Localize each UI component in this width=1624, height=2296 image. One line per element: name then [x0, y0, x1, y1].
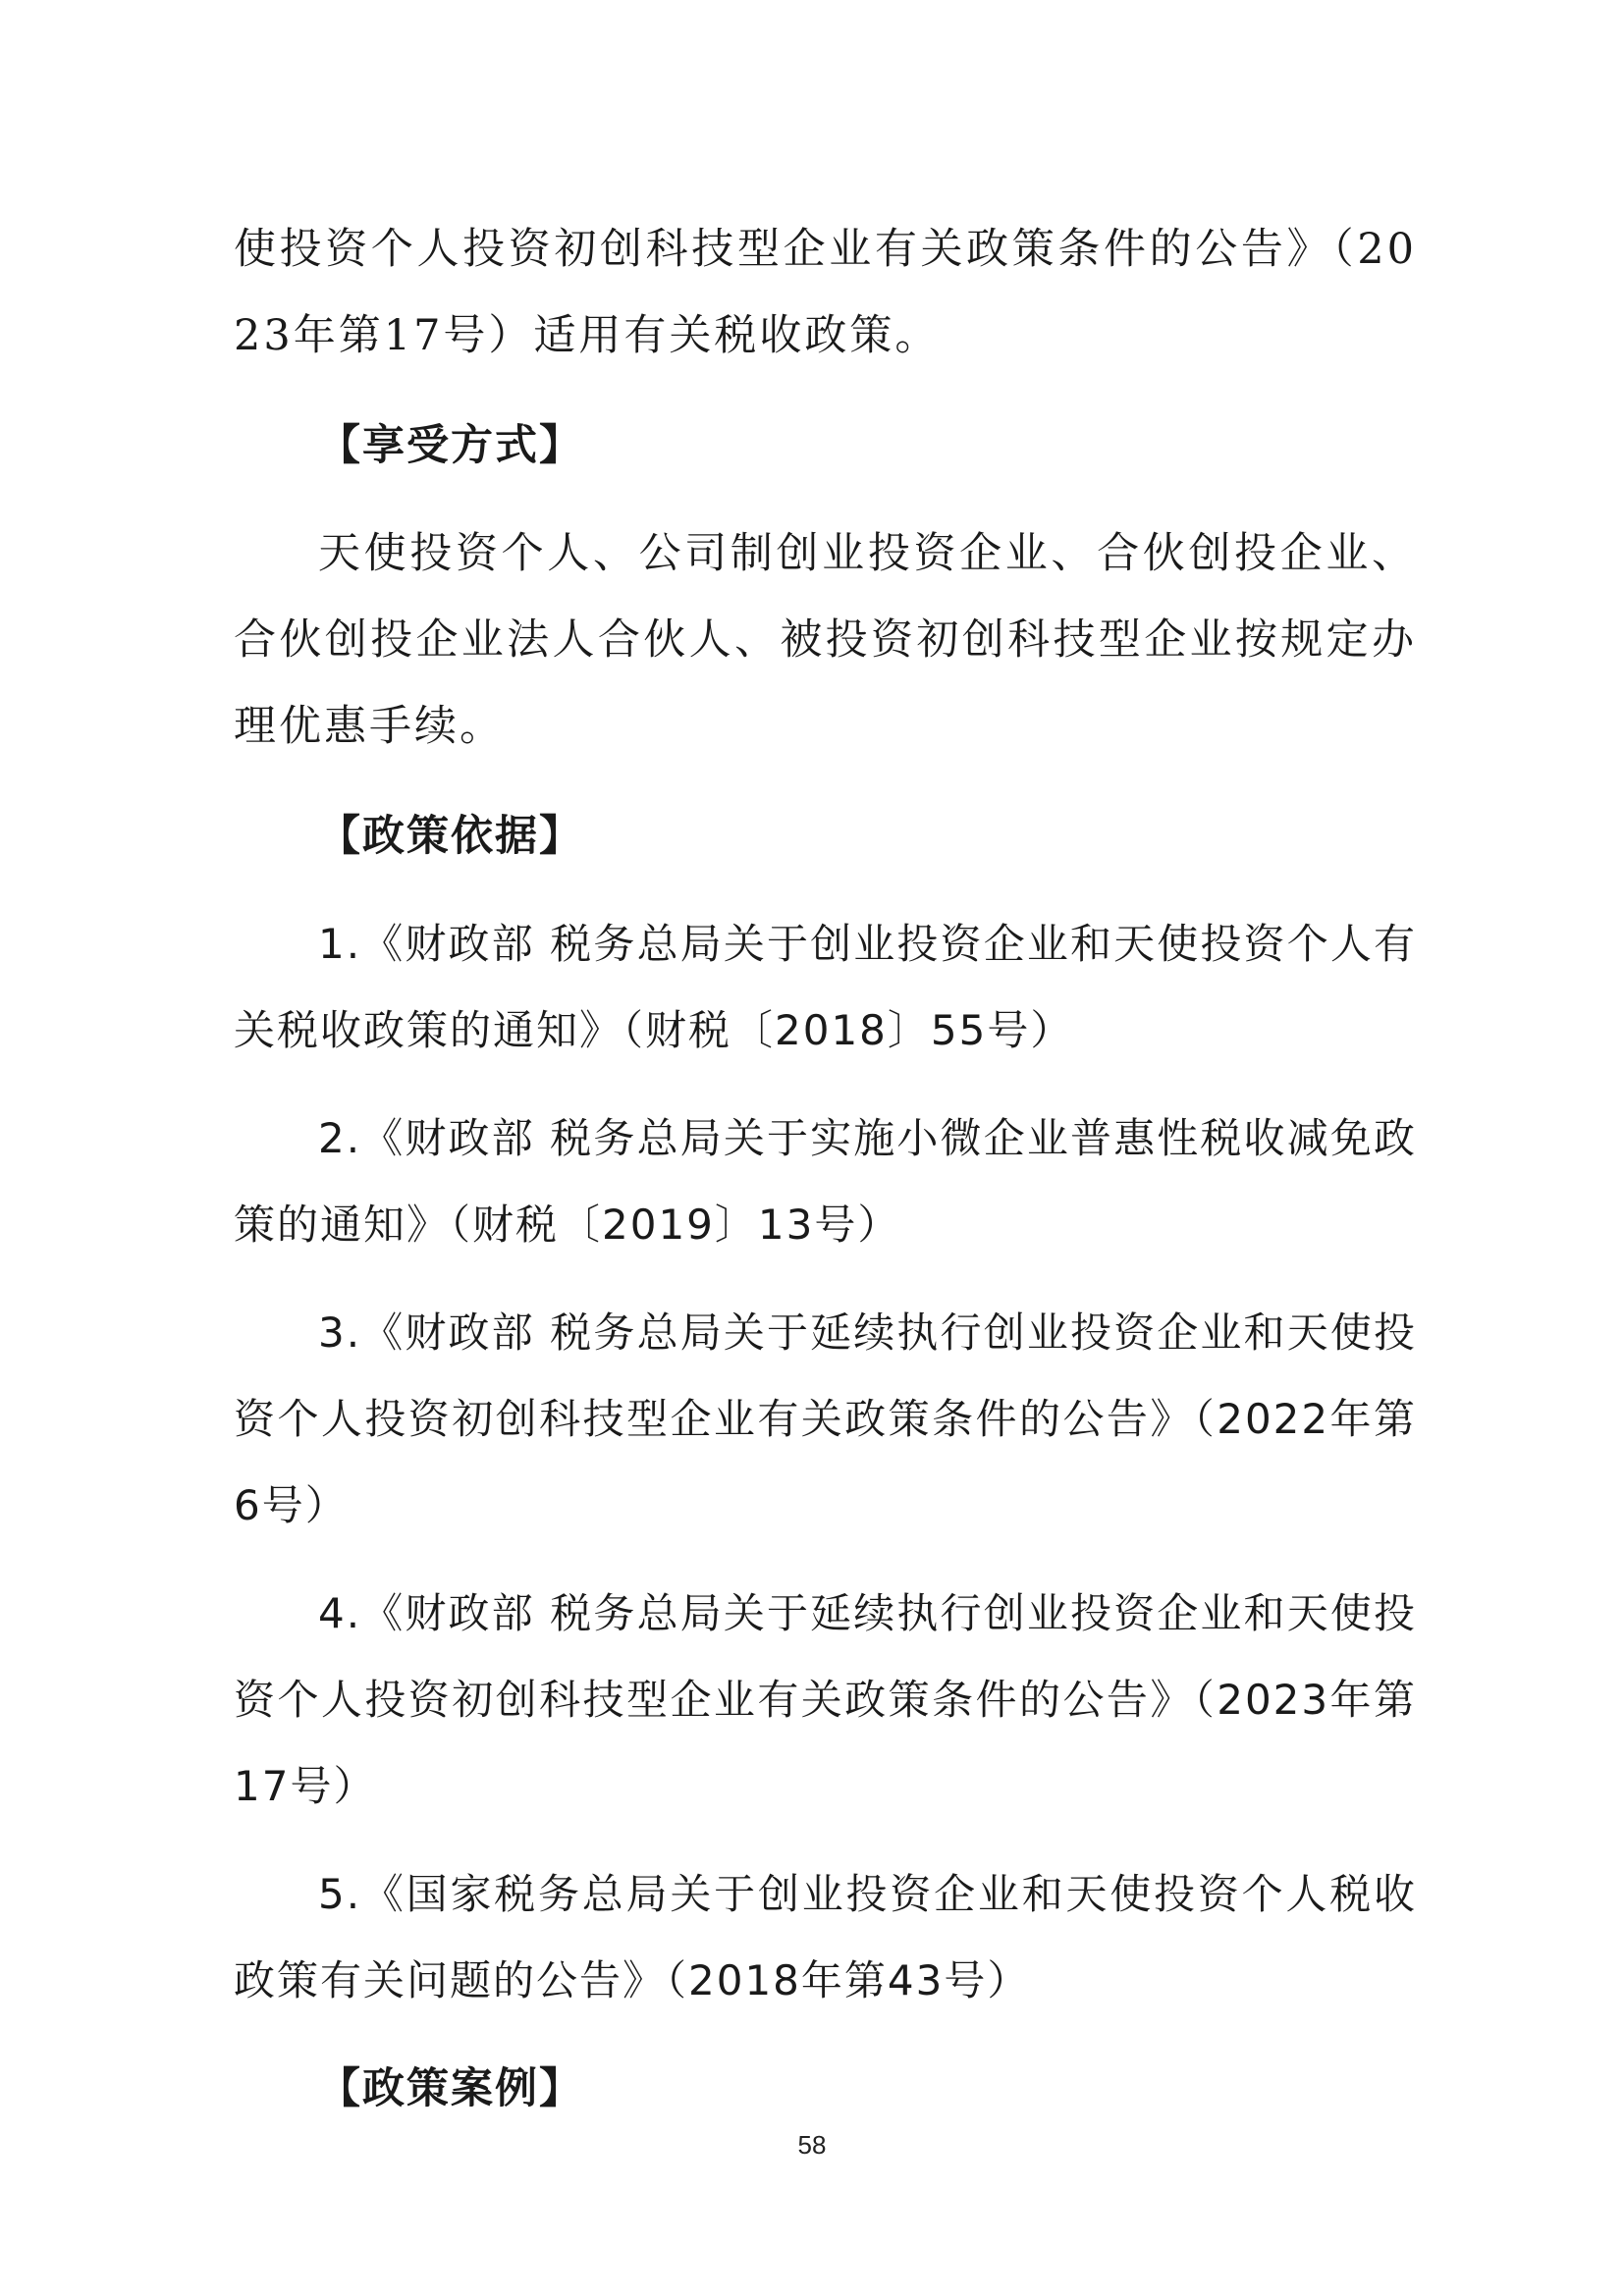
policy-case-heading: 【政策案例】 [318, 2064, 583, 2113]
policy-basis-item-5: 5.《国家税务总局关于创业投资企业和天使投资个人税收政策有关问题的公告》（2018年第43号） [234, 1870, 1417, 2004]
policy-basis-item-2: 2.《财政部 税务总局关于实施小微企业普惠性税收减免政策的通知》（财税〔2019〕13号） [234, 1114, 1417, 1249]
enjoy-method-body: 天使投资个人、公司制创业投资企业、合伙创投企业、合伙创投企业法人合伙人、被投资初创科技型企业按规定办理优惠手续。 [234, 529, 1417, 751]
policy-basis-item-4: 4.《财政部 税务总局关于延续执行创业投资企业和天使投资个人投资初创科技型企业有关政策条件的公告》（2023年第17号） [234, 1589, 1417, 1810]
page-number: 58 [797, 2130, 827, 2160]
intro-continuation: 使投资个人投资初创科技型企业有关政策条件的公告》（2023年第17号）适用有关税收政策。 [234, 225, 1417, 360]
policy-basis-item-3: 3.《财政部 税务总局关于延续执行创业投资企业和天使投资个人投资初创科技型企业有关政策条件的公告》（2022年第6号） [234, 1308, 1417, 1529]
enjoy-method-heading: 【享受方式】 [318, 421, 583, 470]
page-content [234, 206, 1417, 2132]
policy-basis-item-1: 1.《财政部 税务总局关于创业投资企业和天使投资个人有关税收政策的通知》（财税〔2018〕55号） [234, 920, 1417, 1054]
policy-basis-heading: 【政策依据】 [318, 812, 583, 861]
